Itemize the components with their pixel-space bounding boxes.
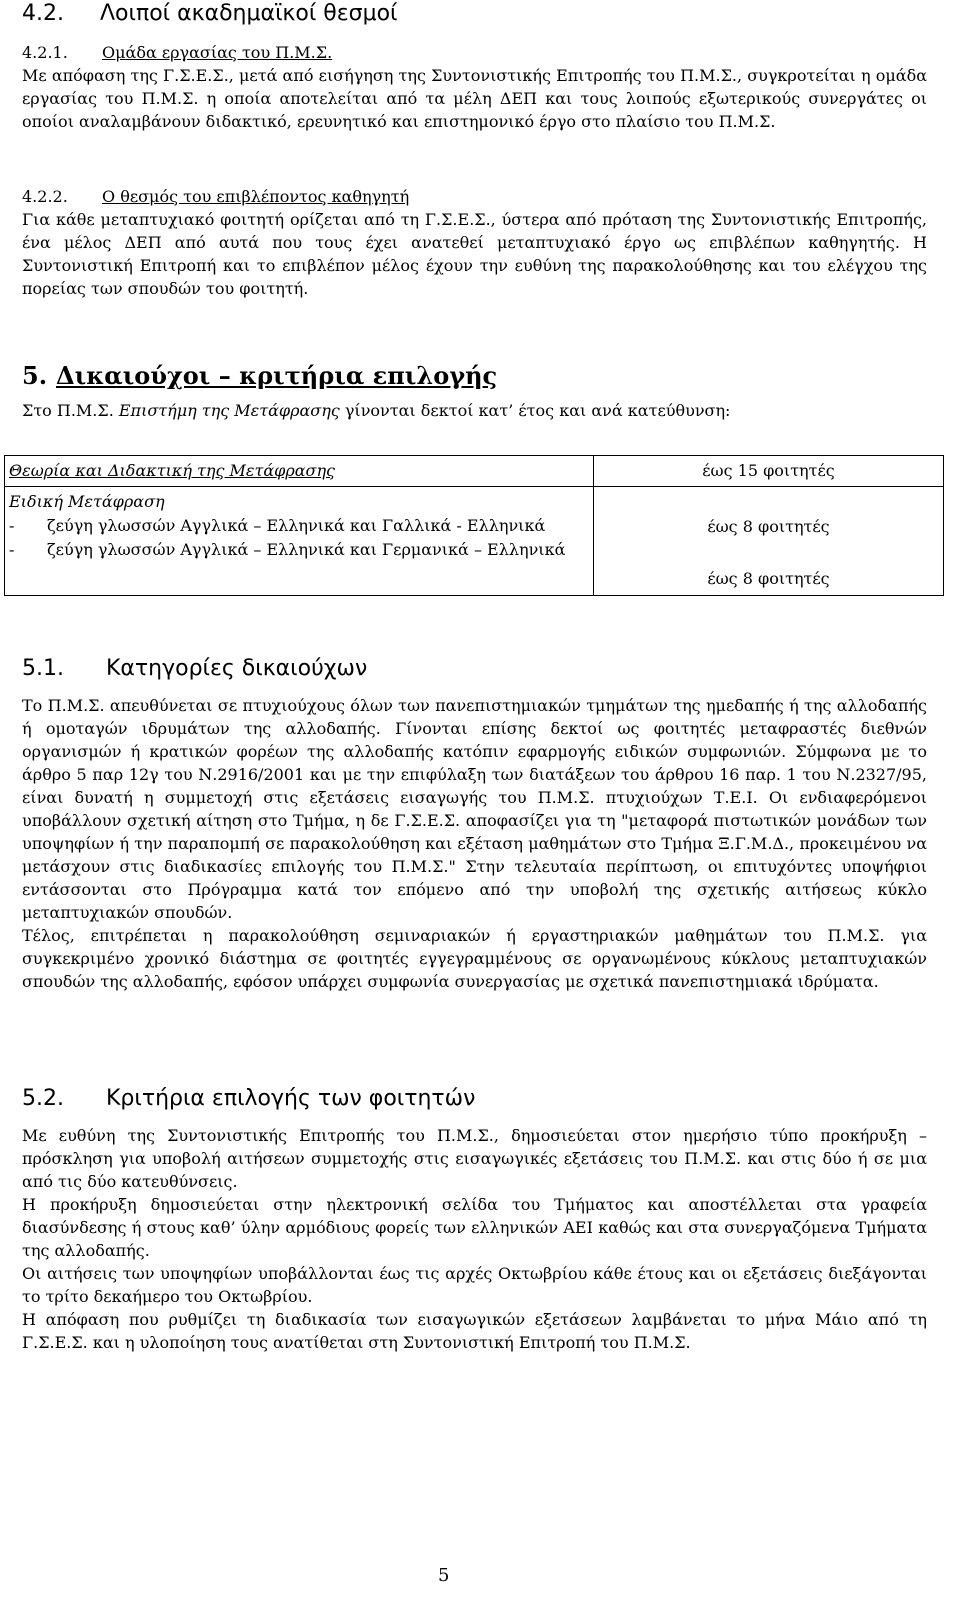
quota-table: [4, 455, 944, 596]
table-cell: [594, 456, 944, 487]
section-5-1-para1: Το Π.Μ.Σ. απευθύνεται σε πτυχιούχους όλων των πανεπιστημιακών τμημάτων της ημεδαπής ή της αλλοδαπής ή ομοταγών ιδρυμάτων της αλλοδαπής. Γίνονται επίσης δεκτοί ως φοιτητές μεταφραστές διεθνών οργανισμών ή κρατικών φορέων της αλλοδαπής κατόπιν εφαρμογής ειδικών συμφωνιών. Σύμφωνα με το άρθρο 5 παρ 12γ του Ν.2916/2001 και με την επιφύλαξη των διατάξεων του άρθρου 16 παρ. 1 του Ν.2327/95, είναι δυνατή η συμμετοχή στις εξετάσεις εισαγωγής του Π.Μ.Σ. πτυχιούχων Τ.Ε.Ι. Οι ενδιαφερόμενοι υποβάλλουν σχετική αίτηση στο Τμήμα, η δε Γ.Σ.Ε.Σ. αποφασίζει για τη "μεταφορά πιστωτικών μονάδων των υποψηφίων ή την παραπομπή σε παρακολούθηση και εξέταση μαθημάτων στο Τμήμα Ξ.Γ.Μ.Δ., προκειμένου να μετάσχουν στις διαδικασίες επιλογής του Π.Μ.Σ." Στην τελευταία περίπτωση, οι επιτυχόντες υποψήφιοι εντάσσονται στο Πρόγραμμα κατά τον επόμενο από την υποβολή της σχετικής αιτήσεως κύκλο μεταπτυχιακών σπουδών.: [22, 696, 927, 922]
section-4-2-2-text: Για κάθε μεταπτυχιακό φοιτητή ορίζεται από τη Γ.Σ.Ε.Σ., ύστερα από πρόταση της Συντονιστικής Επιτροπής, ένα μέλος ΔΕΠ από αυτά που τους έχει ανατεθεί μεταπτυχιακό έργο ως επιβλέπων καθηγητής. Η Συντονιστική Επιτροπή και το επιβλέπον μέλος έχουν την ευθύνη της παρακολούθησης και του ελέγχου της πορείας των σπουδών του φοιτητή.: [22, 210, 927, 298]
section-title: Ομάδα εργασίας του Π.Μ.Σ.: [102, 43, 333, 62]
track-theory: Θεωρία και Διδακτική της Μετάφρασης: [9, 461, 336, 480]
section-5-2-para4: Η απόφαση που ρυθμίζει τη διαδικασία των εισαγωγικών εξετάσεων λαμβάνεται το μήνα Μάιο από τη Γ.Σ.Ε.Σ. και η υλοποίηση τους ανατίθεται στη Συντονιστική Επιτροπή του Π.Μ.Σ.: [22, 1310, 927, 1352]
language-pair-fr: ζεύγη γλωσσών Αγγλικά – Ελληνικά και Γαλλικά - Ελληνικά: [47, 516, 546, 535]
table-cell: [594, 487, 944, 596]
section-4-2-1-heading: [22, 41, 927, 64]
table-cell: [5, 456, 594, 487]
section-5-1: [22, 655, 927, 993]
section-title: Κατηγορίες δικαιούχων: [106, 656, 368, 681]
intro-prefix: Στο Π.Μ.Σ.: [22, 401, 119, 420]
intro-suffix: γίνονται δεκτοί κατ’ έτος και ανά κατεύθυνση:: [339, 401, 731, 420]
dash-marker: -: [9, 516, 15, 535]
section-title: Κριτήρια επιλογής των φοιτητών: [106, 1086, 476, 1111]
section-5-2-heading: [22, 1085, 927, 1113]
section-number: 5.2.: [22, 1086, 64, 1111]
section-5: [22, 361, 927, 422]
section-title: Λοιποί ακαδημαϊκοί θεσμοί: [100, 1, 398, 26]
table-row: [5, 456, 944, 487]
section-title: Ο θεσμός του επιβλέποντος καθηγητή: [102, 187, 410, 206]
list-item: [9, 514, 589, 538]
section-5-2-para3: Οι αιτήσεις των υποψηφίων υποβάλλονται έως τις αρχές Οκτωβρίου κάθε έτους και οι εξετάσεις διεξάγονται το τρίτο δεκαήμερο του Οκτωβρίου.: [22, 1264, 927, 1306]
section-4-2-2-heading: [22, 185, 927, 208]
table-cell: [5, 487, 594, 596]
track-special: Ειδική Μετάφραση: [9, 492, 165, 511]
page-number: 5: [438, 1565, 450, 1586]
section-5-1-para2: Τέλος, επιτρέπεται η παρακολούθηση σεμιναριακών ή εργαστηριακών μαθημάτων του Π.Μ.Σ. για συγκεκριμένο χρονικό διάστημα σε φοιτητές εγγεγραμμένους σε οργανωμένους κύκλους μεταπτυχιακών σπουδών της αλλοδαπής, εφόσον υπάρχει συμφωνία συνεργασίας με σχετικά πανεπιστημιακά ιδρύματα.: [22, 926, 927, 991]
quota-de: έως 8 φοιτητές: [707, 569, 830, 588]
section-number: 5.: [22, 361, 48, 390]
section-5-1-heading: [22, 655, 927, 683]
section-4-2-1: [22, 41, 927, 133]
dash-marker: -: [9, 540, 15, 559]
section-number: 4.2.: [22, 1, 64, 26]
section-number: 4.2.2.: [22, 187, 68, 206]
section-title: Δικαιούχοι – κριτήρια επιλογής: [56, 361, 498, 390]
table-row: [5, 487, 944, 596]
section-number: 5.1.: [22, 656, 64, 681]
program-name: Επιστήμη της Μετάφρασης: [118, 401, 340, 420]
section-5-2-para2: Η προκήρυξη δημοσιεύεται στην ηλεκτρονική σελίδα του Τμήματος και αποστέλλεται στα γραφεία διασύνδεσης ή στους καθ’ ύλην αρμόδιους φορείς των ελληνικών ΑΕΙ καθώς και στα συνεργαζόμενα Τμήματα της αλλοδαπής.: [22, 1195, 927, 1260]
section-4-2-1-text: Με απόφαση της Γ.Σ.Ε.Σ., μετά από εισήγηση της Συντονιστικής Επιτροπής του Π.Μ.Σ., συγκροτείται η ομάδα εργασίας του Π.Μ.Σ. η οποία αποτελείται από τα μέλη ΔΕΠ και τους λοιπούς εξωτερικούς συνεργάτες οι οποίοι αναλαμβάνουν διδακτικό, ερευνητικό και επιστημονικό έργο στο πλαίσιο του Π.Μ.Σ.: [22, 66, 927, 131]
quota-theory: έως 15 φοιτητές: [702, 461, 835, 480]
quota-fr: έως 8 φοιτητές: [707, 517, 830, 536]
list-item: [9, 538, 589, 562]
section-4-2-2: [22, 185, 927, 300]
section-number: 4.2.1.: [22, 43, 68, 62]
section-4-2-heading: [22, 0, 397, 28]
section-5-heading: [22, 361, 927, 391]
language-pair-de: ζεύγη γλωσσών Αγγλικά – Ελληνικά και Γερμανικά – Ελληνικά: [47, 540, 566, 559]
section-5-2: [22, 1085, 927, 1354]
section-5-intro: [22, 399, 927, 422]
section-5-2-para1: Με ευθύνη της Συντονιστικής Επιτροπής του Π.Μ.Σ., δημοσιεύεται στον ημερήσιο τύπο προκήρυξη – πρόσκληση για υποβολή αιτήσεων συμμετοχής στις εισαγωγικές εξετάσεις του Π.Μ.Σ. και στις δύο ή σε μια από τις δύο κατευθύνσεις.: [22, 1126, 927, 1191]
